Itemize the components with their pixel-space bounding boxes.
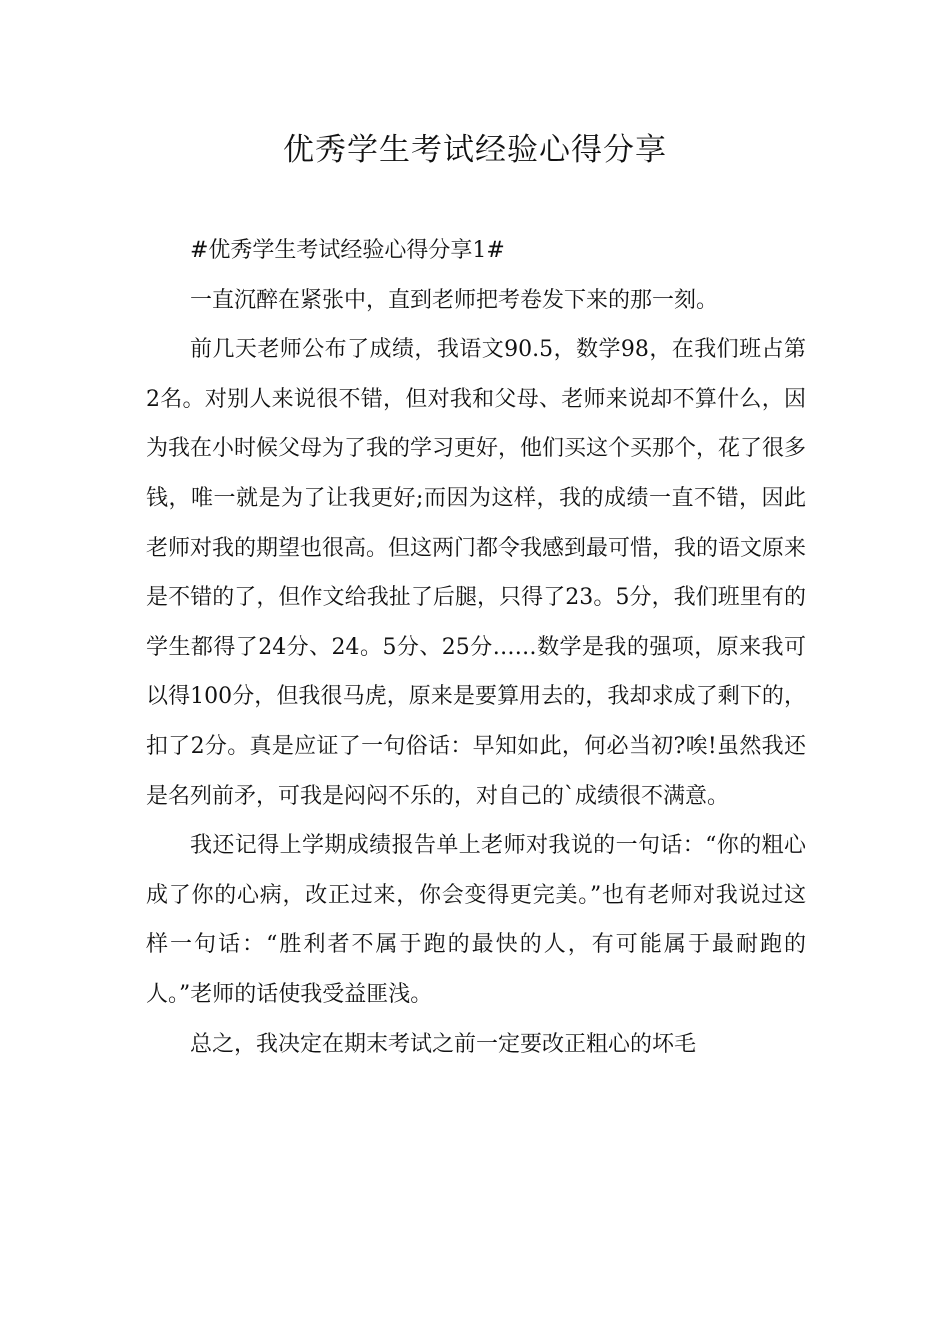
paragraph: 前几天老师公布了成绩，我语文90.5，数学98，在我们班占第2名。对别人来说很不错，但对我和父母、老师来说却不算什么，因为我在小时候父母为了我的学习更好，他们买这个买那个，花了很多钱，唯一就是为了让我更好;而因为这样，我的成绩一直不错，因此老师对我的期望也很高。但这两门都令我感到最可惜，我的语文原来是不错的了，但作文给我扯了后腿，只得了23。5分，我们班里有的学生都得了24分、24。5分、25分……数学是我的强项，原来我可以得100分，但我很马虎，原来是要算用去的，我却求成了剩下的，扣了2分。真是应证了一句俗话：早知如此，何必当初?唉!虽然我还是名列前矛，可我是闷闷不乐的，对自己的`成绩很不满意。 (146, 337, 807, 809)
document-body (146, 226, 806, 1069)
paragraph: 总之，我决定在期末考试之前一定要改正粗心的坏毛 (190, 1031, 697, 1057)
paragraph: 我还记得上学期成绩报告单上老师对我说的一句话：“你的粗心成了你的心病，改正过来，你会变得更完美。”也有老师对我说过这样一句话：“胜利者不属于跑的最快的人，有可能属于最耐跑的人。”老师的话使我受益匪浅。 (146, 833, 806, 1007)
document-title: 优秀学生考试经验心得分享 (283, 132, 667, 168)
section-heading: #优秀学生考试经验心得分享1# (190, 238, 505, 263)
paragraph: 一直沉醉在紧张中，直到老师把考卷发下来的那一刻。 (190, 287, 719, 313)
